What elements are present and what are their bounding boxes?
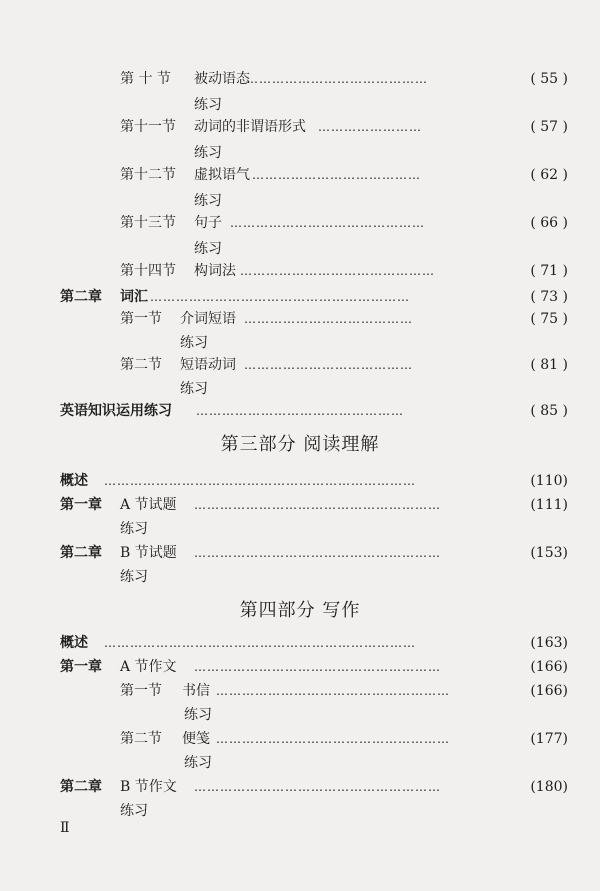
entry-number: 第一节: [120, 311, 162, 327]
entry-title: 介词短语: [180, 311, 236, 327]
entry-title: 动词的非谓语形式: [194, 119, 306, 135]
entry-title: B 节试题: [120, 545, 177, 561]
toc-entry: [60, 630, 88, 656]
exercise-label: 练习: [184, 755, 212, 771]
dot-leader: …………………………………………………: [194, 546, 441, 560]
exercise-label: 练习: [180, 381, 208, 397]
entry-number: 第二章: [60, 779, 102, 795]
exercise-label: 练习: [180, 335, 208, 351]
toc-entry: [60, 468, 88, 494]
entry-number: 第十一节: [120, 119, 176, 135]
entry-title: A 节试题: [120, 497, 177, 513]
dot-leader: ………………………………………: [240, 264, 435, 278]
page-number: (166): [530, 683, 568, 699]
dot-leader: …………………………………………: [196, 404, 404, 418]
page-number: (180): [530, 779, 568, 795]
page-number: (177): [530, 731, 568, 747]
page-number: ( 66 ): [530, 215, 568, 231]
toc-entry: [120, 210, 222, 236]
toc-entry: [60, 540, 177, 566]
dot-leader: …………………………………: [252, 168, 421, 182]
entry-number: 第一章: [60, 497, 102, 513]
toc-entry: [120, 352, 236, 378]
dot-leader: …………………………………: [244, 358, 413, 372]
page-number: ( 71 ): [530, 263, 568, 279]
dot-leader: …………………………………: [244, 312, 413, 326]
toc-entry: [60, 774, 177, 800]
entry-title: 虚拟语气: [194, 167, 250, 183]
entry-number: 第二节: [120, 357, 162, 373]
toc-entry: [60, 398, 172, 424]
entry-title: 短语动词: [180, 357, 236, 373]
entry-number: 第二章: [60, 545, 102, 561]
entry-title: 词汇: [120, 289, 148, 305]
page-folio: Ⅱ: [60, 820, 70, 836]
dot-leader: ……………………………………: [246, 72, 428, 86]
page-number: (110): [530, 473, 568, 489]
exercise-label: 练习: [120, 569, 148, 585]
entry-title: A 节作文: [120, 659, 177, 675]
entry-number: 第一章: [60, 659, 102, 675]
dot-leader: ………………………………………: [230, 216, 425, 230]
toc-entry: [60, 654, 177, 680]
entry-number: 概述: [60, 635, 88, 651]
toc-entry: [120, 306, 236, 332]
toc-entry: [120, 162, 250, 188]
page-number: (166): [530, 659, 568, 675]
page-number: ( 75 ): [530, 311, 568, 327]
entry-title: 便笺: [182, 731, 210, 747]
entry-number: 第十四节: [120, 263, 176, 279]
entry-title: 构词法: [194, 263, 236, 279]
exercise-label: 练习: [184, 707, 212, 723]
exercise-label: 练习: [194, 241, 222, 257]
toc-entry: [60, 284, 148, 310]
entry-number: 第十三节: [120, 215, 176, 231]
page-number: (163): [530, 635, 568, 651]
toc-entry: [120, 66, 250, 92]
entry-number: 第 十 节: [120, 71, 171, 87]
exercise-label: 练习: [120, 521, 148, 537]
dot-leader: …………………………………………………: [194, 780, 441, 794]
entry-number: 第十二节: [120, 167, 176, 183]
page-number: (111): [530, 497, 568, 513]
entry-number: 概述: [60, 473, 88, 489]
dot-leader: ………………………………………………: [216, 732, 450, 746]
page-number: ( 55 ): [530, 71, 568, 87]
dot-leader: ……………………: [318, 120, 422, 134]
entry-number: 第二章: [60, 289, 102, 305]
dot-leader: ……………………………………………………: [150, 290, 410, 304]
entry-title: 书信: [182, 683, 210, 699]
page-number: ( 57 ): [530, 119, 568, 135]
toc-entry: [60, 492, 177, 518]
page-number: (153): [530, 545, 568, 561]
entry-number: 英语知识运用练习: [60, 403, 172, 419]
entry-number: 第一节: [120, 683, 162, 699]
dot-leader: ………………………………………………: [216, 684, 450, 698]
page-number: ( 62 ): [530, 167, 568, 183]
toc-entry: [120, 726, 210, 752]
entry-title: 句子: [194, 215, 222, 231]
section-title: 第三部分 阅读理解: [220, 434, 380, 455]
toc-entry: [120, 114, 306, 140]
page-number: ( 85 ): [530, 403, 568, 419]
exercise-label: 练习: [194, 193, 222, 209]
dot-leader: ………………………………………………………………: [104, 636, 416, 650]
dot-leader: …………………………………………………: [194, 498, 441, 512]
dot-leader: …………………………………………………: [194, 660, 441, 674]
entry-number: 第二节: [120, 731, 162, 747]
exercise-label: 练习: [194, 97, 222, 113]
page-number: ( 81 ): [530, 357, 568, 373]
section-title: 第四部分 写作: [239, 600, 361, 621]
page-number: ( 73 ): [530, 289, 568, 305]
dot-leader: ………………………………………………………………: [104, 474, 416, 488]
exercise-label: 练习: [120, 803, 148, 819]
exercise-label: 练习: [194, 145, 222, 161]
entry-title: 被动语态: [194, 71, 250, 87]
entry-title: B 节作文: [120, 779, 177, 795]
toc-entry: [120, 258, 236, 284]
toc-entry: [120, 678, 210, 704]
